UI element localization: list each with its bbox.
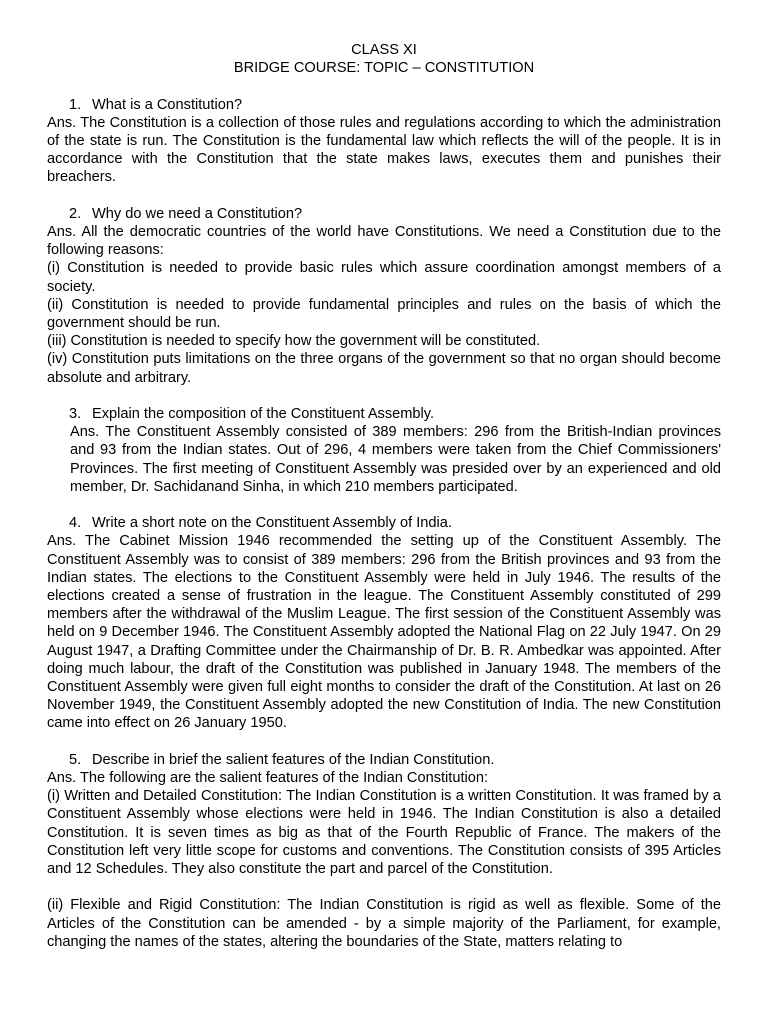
answer-paragraph: Ans. The Cabinet Mission 1946 recommended the setting up of the Constituent Assembly. The Constituent Assembly was to consist of 389 members: 296 from the British provinces and 93 from the Indian states. The elections to the Constituent Assembly were held in July 1946. The results of the elections created a sense of frustration in the league. The Constituent Assembly constituted of 299 members after the withdrawal of the Muslim League. The first session of the Constituent Assembly was held on 9 December 1946. The Constituent Assembly adopted the National Flag on 22 July 1947. On 29 August 1947, a Drafting Committee under the Chairmanship of Dr. B. R. Ambedkar was appointed. After doing much labour, the draft of the Constitution was published in January 1948. The members of the Constituent Assembly were given full eight months to consider the draft of the Constitution. At last on 26 November 1949, the Constituent Assembly adopted the new Constitution of India. The new Constitution came into effect on 26 January 1950. [47,533,721,732]
answer-point: (ii) Flexible and Rigid Constitution: The Indian Constitution is rigid as well as flexible. Some of the Articles of the Constitution can be amended - by a simple majority of the Parliament, for example, changing the names of the states, altering the boundaries of the State, matters relating to [47,897,721,950]
answer-point: (i) Constitution is needed to provide basic rules which assure coordination amongst members of a society. [47,260,721,295]
question-3 [47,405,721,423]
question-2 [47,205,721,223]
question-4 [47,514,721,532]
answer-paragraph: Ans. The Constitution is a collection of those rules and regulations according to which the administration of the state is run. The Constitution is the fundamental law which reflects the will of the people. It is in accordance with the Constitution that the state makes laws, executes them and punishes their breachers. [47,114,721,186]
answer-point: (ii) Constitution is needed to provide fundamental principles and rules on the basis of which the government should be run. [47,296,721,332]
question-number: 2. [69,205,82,222]
question-5 [47,751,721,769]
spacer [47,187,721,205]
spacer [47,878,721,896]
spacer [47,496,721,514]
question-number: 3. [69,406,82,423]
answer-paragraph: Ans. The following are the salient features of the Indian Constitution: [47,770,489,787]
answer-paragraph: Ans. All the democratic countries of the world have Constitutions. We need a Constitution due to the following reasons: [47,224,721,259]
class-heading: CLASS XI [351,42,417,58]
question-number: 5. [69,751,82,768]
question-text: Why do we need a Constitution? [92,205,303,222]
question-text: Describe in brief the salient features of the Indian Constitution. [92,751,495,768]
answer-paragraph-indented [47,423,721,496]
question-text: Explain the composition of the Constituent Assembly. [92,406,435,423]
question-number: 4. [69,515,82,532]
spacer [47,387,721,405]
answer-point: (i) Written and Detailed Constitution: The Indian Constitution is a written Constitution. It was framed by a Constituent Assembly whose elections were held in 1946. The Indian Constitution is also a detailed Constitution. It is seven times as big as that of the Fourth Republic of France. The makers of the Constitution left very little scope for customs and conventions. The Constitution consists of 395 Articles and 12 Schedules. They also constitute the part and parcel of the Constitution. [47,788,721,878]
question-text: What is a Constitution? [92,96,243,113]
answer-point: (iii) Constitution is needed to specify how the government will be constituted. [47,333,541,350]
answer-point: (iv) Constitution puts limitations on the three organs of the government so that no organ should become absolute and arbitrary. [47,351,721,386]
answer-text: Ans. The Constituent Assembly consisted of 389 members: 296 from the British-Indian provinces and 93 from the Indian states. Out of 296, 4 members were taken from the Chief Commissioners' Provinces. The first meeting of Constituent Assembly was presided over by an experienced and old member, Dr. Sachidanand Sinha, in which 210 members participated. [70,424,721,495]
spacer [47,733,721,751]
question-1 [47,96,721,114]
question-text: Write a short note on the Constituent Assembly of India. [92,515,452,532]
question-number: 1. [69,96,82,113]
spacer [47,77,721,95]
topic-heading: BRIDGE COURSE: TOPIC – CONSTITUTION [233,60,535,77]
